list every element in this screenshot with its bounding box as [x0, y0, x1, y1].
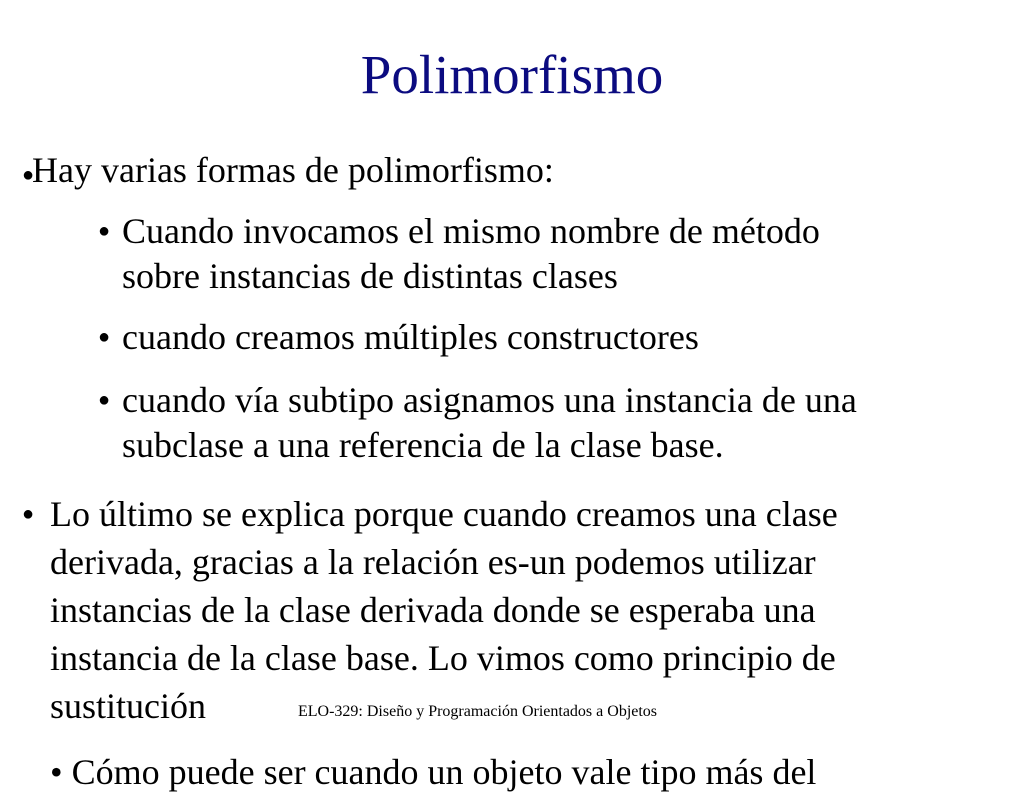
sub-bullet-subtype: [98, 378, 857, 468]
sub-bullet-constructors: [98, 315, 699, 360]
sub-bullet-line: Cuando invocamos el mismo nombre de método: [122, 211, 820, 251]
slide-title: Polimorfismo: [360, 44, 664, 105]
sub-bullet-line: cuando creamos múltiples constructores: [122, 317, 699, 357]
paragraph-line: derivada, gracias a la relación es-un podemos utilizar: [50, 542, 816, 582]
paragraph-line: instancia de la clase base. Lo vimos como principio de: [50, 638, 836, 678]
bullet-polymorphism-forms: [22, 148, 554, 199]
sub-bullet-line: cuando vía subtipo asignamos una instancia de una: [122, 380, 857, 420]
bullet-dot-icon: ●: [98, 326, 111, 348]
bullet-text: Hay varias formas de polimorfismo:: [32, 150, 554, 190]
sub-bullet-line: sobre instancias de distintas clases: [122, 256, 618, 296]
slide-footer: ELO-329: Diseño y Programación Orientados a Objetos: [298, 703, 658, 720]
sub-bullet-method-name: [98, 209, 820, 299]
paragraph-line: Lo último se explica porque cuando creamos una clase: [50, 494, 838, 534]
paragraph-line: instancias de la clase derivada donde se esperaba una: [50, 590, 816, 630]
sub-bullet-line: subclase a una referencia de la clase base.: [122, 425, 724, 465]
cut-off-line: • Cómo puede ser cuando un objeto vale tipo más del: [50, 752, 817, 792]
paragraph-line: sustitución: [50, 686, 207, 726]
bullet-dot-icon: ●: [98, 389, 111, 411]
bullet-explanation: [22, 490, 990, 730]
bullet-dot-icon: ●: [22, 164, 35, 186]
bullet-dot-icon: ●: [22, 503, 35, 525]
bullet-dot-icon: ●: [98, 220, 111, 242]
